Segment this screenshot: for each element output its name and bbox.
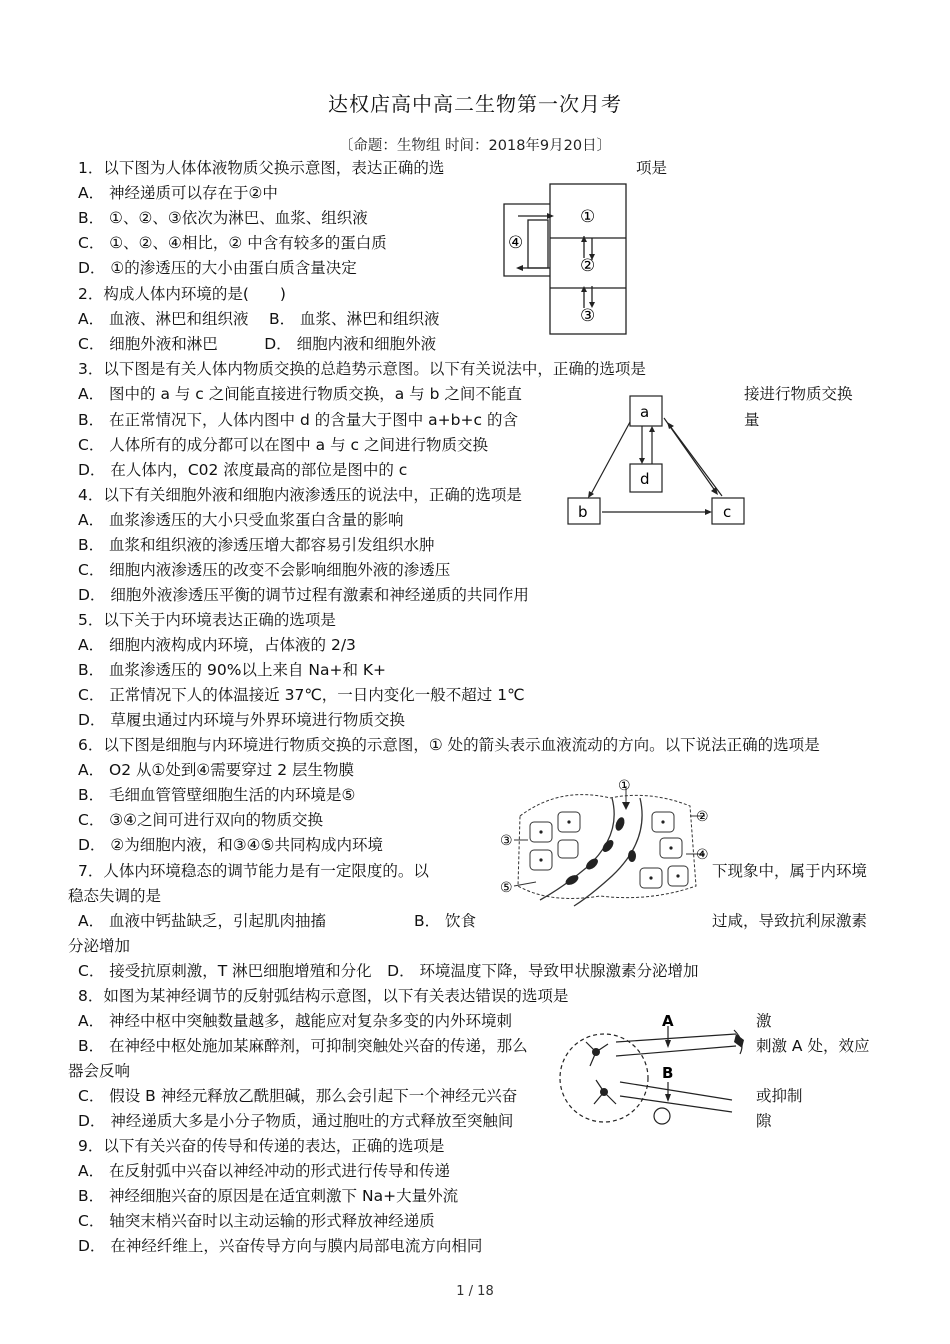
q5-option-c: C． 正常情况下人的体温接近 37℃，一日内变化一般不超过 1℃ — [78, 686, 525, 704]
q7-option-a: A． 血液中钙盐缺乏，引起肌肉抽搐 — [78, 912, 327, 930]
q6-option-a: A． O2 从①处到④需要穿过 2 层生物膜 — [78, 761, 355, 779]
q9-option-d: D． 在神经纤维上，兴奋传导方向与膜内局部电流方向相同 — [78, 1237, 483, 1255]
q7-stem-cont: 下现象中，属于内环境 — [712, 862, 868, 880]
q3-option-a: A． 图中的 a 与 c 之间能直接进行物质交换，a 与 b 之间不能直 — [78, 385, 522, 403]
q7-option-b-cont: 过咸，导致抗利尿激素 — [712, 912, 868, 930]
q3-option-d: D． 在人体内，C02 浓度最高的部位是图中的 c — [78, 461, 408, 479]
fluid-label-2: ② — [580, 256, 596, 276]
cell-label-4: ④ — [696, 847, 709, 863]
cell-environment-diagram — [500, 776, 714, 914]
cell-label-2: ② — [696, 809, 709, 825]
q8-option-b-end: 器会反响 — [68, 1062, 131, 1080]
q7-stem-end: 稳态失调的是 — [68, 887, 162, 905]
reflex-label-b: B — [662, 1064, 674, 1082]
exchange-label-d: d — [640, 470, 650, 488]
exchange-diagram — [566, 392, 746, 528]
cell-label-1: ① — [618, 778, 631, 794]
q9-option-b: B． 神经细胞兴奋的原因是在适宜刺激下 Na+大量外流 — [78, 1187, 459, 1205]
q8-option-c: C． 假设 B 神经元释放乙酰胆碱，那么会引起下一个神经元兴奋 — [78, 1087, 518, 1105]
q4-option-d: D． 细胞外液渗透压平衡的调节过程有激素和神经递质的共同作用 — [78, 586, 529, 604]
exchange-label-b: b — [578, 503, 588, 521]
q3-option-c: C． 人体所有的成分都可以在图中 a 与 c 之间进行物质交换 — [78, 436, 488, 454]
page-number: 1 / 18 — [456, 1284, 494, 1299]
q4-option-a: A． 血浆渗透压的大小只受血浆蛋白含量的影响 — [78, 511, 404, 529]
q7-stem: 7．人体内环境稳态的调节能力是有一定限度的。以 — [78, 862, 429, 880]
q3-stem: 3．以下图是有关人体内物质交换的总趋势示意图。以下有关说法中，正确的选项是 — [78, 360, 646, 378]
q8-option-b-cont: 刺激 A 处，效应 — [756, 1037, 870, 1055]
q1-stem: 1．以下图为人体体液物质父换示意图，表达正确的选 — [78, 159, 445, 177]
body-fluid-diagram — [500, 180, 630, 340]
q4-option-c: C． 细胞内液渗透压的改变不会影响细胞外液的渗透压 — [78, 561, 451, 579]
cell-label-3: ③ — [500, 833, 513, 849]
q3-option-b: B． 在正常情况下，人体内图中 d 的含量大于图中 a+b+c 的含 — [78, 411, 518, 429]
cell-label-5: ⑤ — [500, 880, 513, 896]
q6-stem: 6．以下图是细胞与内环境进行物质交换的示意图，① 处的箭头表示血液流动的方向。以下说法正确的选项是 — [78, 736, 820, 754]
page-title: 达权店高中高二生物第一次月考 — [328, 92, 622, 116]
fluid-label-4: ④ — [508, 233, 524, 253]
q3-option-b-end: 量 — [744, 411, 760, 429]
reflex-arc-diagram — [556, 1012, 756, 1130]
q9-option-c: C． 轴突末梢兴奋时以主动运输的形式释放神经递质 — [78, 1212, 435, 1230]
q8-option-a: A． 神经中枢中突触数量越多，越能应对复杂多变的内外环境刺 — [78, 1012, 513, 1030]
q8-option-d: D． 神经递质大多是小分子物质，通过胞吐的方式释放至突触间 — [78, 1112, 514, 1130]
exam-subtitle: 〔命题：生物组 时间：2018年9月20日〕 — [338, 138, 612, 154]
q4-stem: 4．以下有关细胞外液和细胞内液渗透压的说法中，正确的选项是 — [78, 486, 522, 504]
q8-option-c-end: 或抑制 — [756, 1087, 803, 1105]
q6-option-b: B． 毛细血管管壁细胞生活的内环境是⑤ — [78, 786, 356, 804]
q1-option-a: A． 神经递质可以存在于②中 — [78, 184, 278, 202]
exchange-label-a: a — [640, 403, 650, 421]
q7-option-b: B． 饮食 — [414, 912, 477, 930]
q1-option-d: D． ①的渗透压的大小由蛋白质含量决定 — [78, 259, 357, 277]
q2-options-cd: C． 细胞外液和淋巴 D． 细胞内液和细胞外液 — [78, 335, 437, 353]
q1-option-c: C． ①、②、④相比，② 中含有较多的蛋白质 — [78, 234, 387, 252]
q7-options-cd: C． 接受抗原刺激，T 淋巴细胞增殖和分化 D． 环境温度下降，导致甲状腺激素分泌增加 — [78, 962, 699, 980]
q4-option-b: B． 血浆和组织液的渗透压增大都容易引发组织水肿 — [78, 536, 435, 554]
q3-option-a-end: 接进行物质交换 — [744, 385, 853, 403]
exchange-label-c: c — [723, 503, 732, 521]
q5-option-b: B． 血浆渗透压的 90%以上来自 Na+和 K+ — [78, 661, 387, 679]
fluid-label-3: ③ — [580, 306, 596, 326]
reflex-label-a: A — [662, 1012, 674, 1030]
q9-stem: 9．以下有关兴奋的传导和传递的表达，正确的选项是 — [78, 1137, 445, 1155]
q8-option-d-end: 隙 — [756, 1112, 772, 1130]
q8-stem: 8．如图为某神经调节的反射弧结构示意图，以下有关表达错误的选项是 — [78, 987, 569, 1005]
q1-option-b: B． ①、②、③依次为淋巴、血浆、组织液 — [78, 209, 368, 227]
q5-option-a: A． 细胞内液构成内环境，占体液的 2/3 — [78, 636, 356, 654]
q5-option-d: D． 草履虫通过内环境与外界环境进行物质交换 — [78, 711, 405, 729]
q2-stem: 2．构成人体内环境的是( ) — [78, 285, 286, 303]
q5-stem: 5．以下关于内环境表达正确的选项是 — [78, 611, 336, 629]
q9-option-a: A． 在反射弧中兴奋以神经冲动的形式进行传导和传递 — [78, 1162, 451, 1180]
q8-option-a-end: 激 — [756, 1012, 772, 1030]
q6-option-c: C． ③④之间可进行双向的物质交换 — [78, 811, 324, 829]
q6-option-d: D． ②为细胞内液，和③④⑤共同构成内环境 — [78, 836, 383, 854]
fluid-label-1: ① — [580, 207, 596, 227]
q1-stem-end: 项是 — [636, 159, 668, 177]
q8-option-b: B． 在神经中枢处施加某麻醉剂，可抑制突触处兴奋的传递，那么 — [78, 1037, 528, 1055]
q7-option-b-end: 分泌增加 — [68, 937, 131, 955]
q2-options-ab: A． 血液、淋巴和组织液 B． 血浆、淋巴和组织液 — [78, 310, 440, 328]
